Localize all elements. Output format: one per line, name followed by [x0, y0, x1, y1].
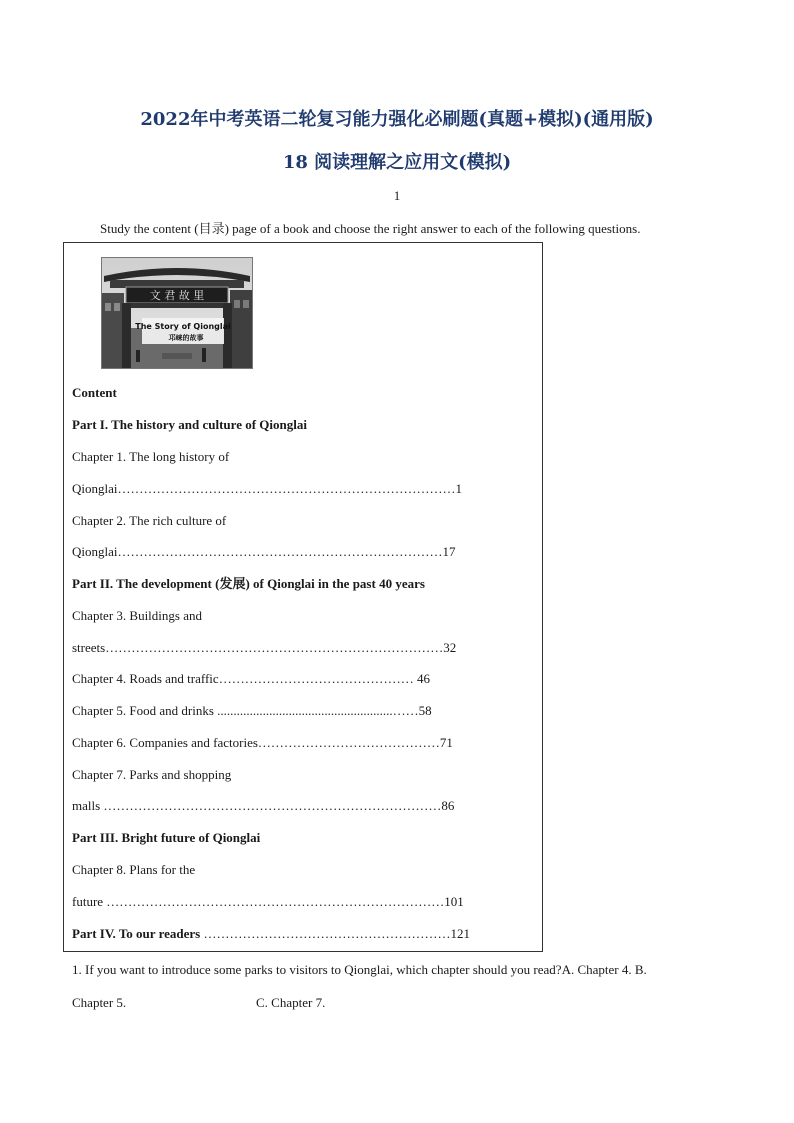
toc-part-4-label: Part IV. To our readers	[72, 926, 201, 941]
toc-chapter-3-page: streets……………………………………………………………………32	[72, 640, 457, 655]
toc-chapter-7-title: Chapter 7. Parks and shopping	[72, 767, 232, 782]
toc-heading: Content	[72, 385, 117, 400]
book-cover-photo	[101, 257, 253, 369]
toc-part-2: Part II. The development (发展) of Qionglai in the past 40 years	[72, 576, 425, 591]
toc-chapter-1-page: Qionglai……………………………………………………………………1	[72, 481, 462, 496]
toc-part-4-page: …………………………………………………121	[200, 926, 470, 941]
caption-english: The Story of Qionglai	[135, 322, 231, 331]
archway-image	[102, 258, 252, 368]
question-1-option-c: C. Chapter 7.	[256, 995, 326, 1010]
toc-chapter-6: Chapter 6. Companies and factories……………………………………71	[72, 735, 453, 750]
toc-chapter-5: Chapter 5. Food and drinks ......................................................……58	[72, 703, 432, 718]
caption-chinese: 邛崃的故事	[168, 334, 204, 342]
document-subtitle: 18 阅读理解之应用文(模拟)	[282, 152, 512, 173]
toc-part-3: Part III. Bright future of Qionglai	[72, 830, 261, 845]
document-title: 2022年中考英语二轮复习能力强化必刷题(真题+模拟)(通用版)	[140, 109, 654, 130]
question-1-option-b: Chapter 5.	[72, 995, 127, 1010]
question-1-stem: 1. If you want to introduce some parks to visitors to Qionglai, which chapter should you read?A. Chapter 4. B.	[72, 962, 647, 977]
toc-chapter-4: Chapter 4. Roads and traffic……………………………………… 46	[72, 671, 430, 686]
toc-chapter-2-page: Qionglai…………………………………………………………………17	[72, 544, 456, 559]
toc-chapter-8-title: Chapter 8. Plans for the	[72, 862, 196, 877]
question-number: 1	[393, 188, 401, 203]
toc-part-4	[72, 926, 470, 942]
toc-chapter-8-page: future ……………………………………………………………………101	[72, 894, 464, 909]
toc-chapter-3-title: Chapter 3. Buildings and	[72, 608, 202, 623]
instructions: Study the content (目录) page of a book and choose the right answer to each of the following questions.	[100, 221, 641, 236]
toc-chapter-2-title: Chapter 2. The rich culture of	[72, 513, 227, 528]
toc-part-1: Part I. The history and culture of Qionglai	[72, 417, 307, 432]
toc-chapter-7-page: malls ……………………………………………………………………86	[72, 798, 455, 813]
toc-chapter-1-title: Chapter 1. The long history of	[72, 449, 230, 464]
sign-text: 文 君 故 里	[149, 289, 205, 302]
